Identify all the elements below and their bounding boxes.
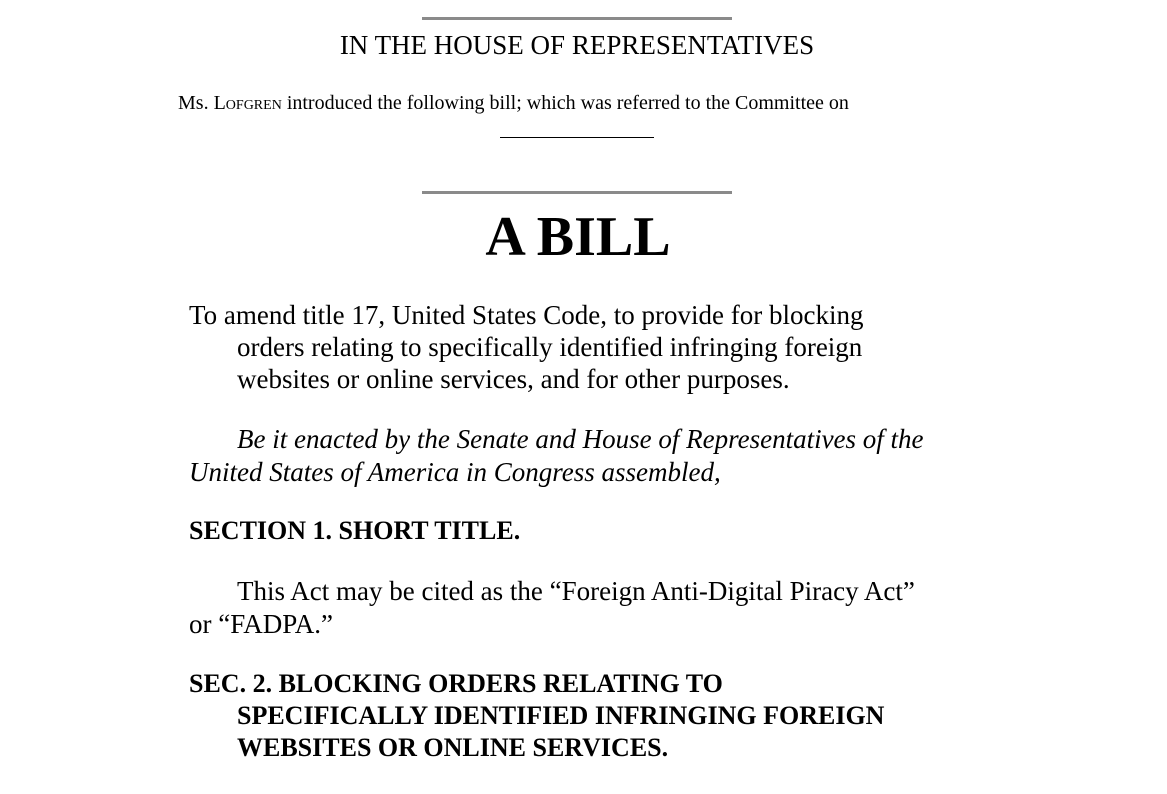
intro-suffix: introduced the following bill; which was referred to the Committee on xyxy=(281,92,849,114)
section-1-heading: SECTION 1. SHORT TITLE. xyxy=(189,516,521,545)
enacting-clause-line: Be it enacted by the Senate and House of Representatives of the xyxy=(237,424,924,454)
top-divider-rule xyxy=(422,17,732,20)
sponsor-name: Lofgren xyxy=(213,92,282,114)
bill-title: A BILL xyxy=(485,206,671,268)
short-title-text-line: This Act may be cited as the “Foreign Anti-Digital Piracy Act” xyxy=(237,576,915,606)
section-2-heading-line: SPECIFICALLY IDENTIFIED INFRINGING FOREIGN xyxy=(237,701,885,730)
purpose-line: websites or online services, and for other purposes. xyxy=(237,364,790,394)
intro-prefix: Ms. xyxy=(178,92,214,114)
purpose-line: To amend title 17, United States Code, to provide for blocking xyxy=(189,300,864,330)
section-2-heading-line: SEC. 2. BLOCKING ORDERS RELATING TO xyxy=(189,669,723,698)
middle-divider-rule xyxy=(422,191,732,194)
purpose-line: orders relating to specifically identified infringing foreign xyxy=(237,332,863,362)
short-title-text-line: or “FADPA.” xyxy=(189,609,334,639)
chamber-heading: IN THE HOUSE OF REPRESENTATIVES xyxy=(339,30,815,60)
introduction-line xyxy=(178,90,849,116)
section-2-heading-line: WEBSITES OR ONLINE SERVICES. xyxy=(237,733,669,762)
enacting-clause-line: United States of America in Congress assembled, xyxy=(189,457,721,487)
committee-blank-line xyxy=(500,137,654,138)
